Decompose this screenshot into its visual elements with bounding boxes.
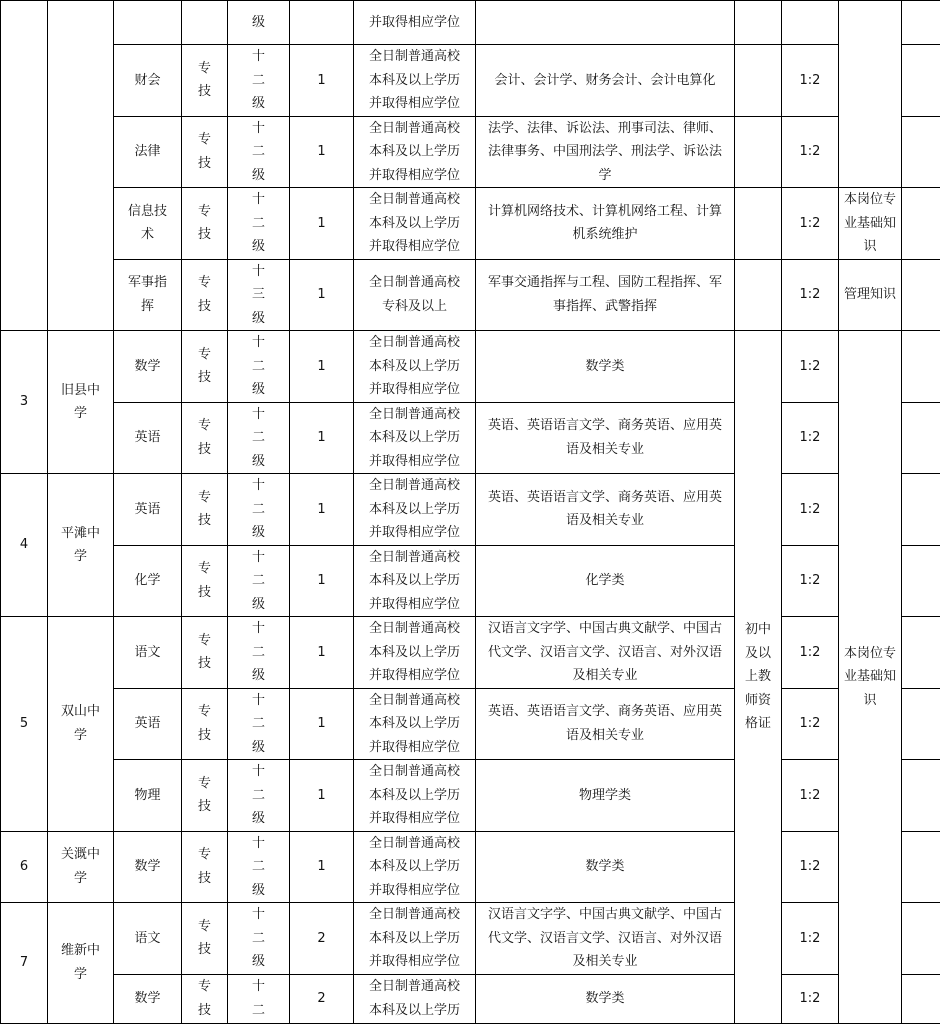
post-cell: 数学 [114,831,182,903]
post-cell: 数学 [114,331,182,403]
major-cell: 汉语言文字学、中国古典文献学、中国古代文学、汉语言文学、汉语言、对外汉语及相关专业 [476,903,735,975]
index-cell: 4 [1,474,48,617]
num-cell: 1 [290,831,354,903]
type-cell [182,1,228,45]
post-cell: 军事指 挥 [114,259,182,331]
req-cell: 全日制普通高校 本科及以上学历 并取得相应学位 [354,45,476,117]
req-cell: 全日制普通高校 本科及以上学历 并取得相应学位 [354,688,476,760]
ratio-cell: 1:2 [782,474,839,546]
ratio-cell: 1:2 [782,259,839,331]
remark-cell [902,259,940,331]
level-cell: 十 二 级 [228,903,290,975]
level-cell: 十 二 级 [228,474,290,546]
ratio-cell: 1:2 [782,45,839,117]
num-cell: 1 [290,45,354,117]
type-cell: 专 技 [182,688,228,760]
qual-cell [735,188,782,260]
ratio-cell: 1:2 [782,831,839,903]
req-cell: 全日制普通高校 本科及以上学历 [354,974,476,1023]
table-row [1,831,940,903]
major-cell: 军事交通指挥与工程、国防工程指挥、军事指挥、武警指挥 [476,259,735,331]
school-cell: 双山中 学 [48,617,114,832]
post-cell: 英语 [114,688,182,760]
remark-cell [902,760,940,832]
post-cell: 英语 [114,402,182,474]
ratio-cell [782,1,839,45]
level-cell: 十 二 级 [228,760,290,832]
ratio-cell: 1:2 [782,331,839,403]
qual-cell [735,1,782,45]
ratio-cell: 1:2 [782,188,839,260]
post-cell [114,1,182,45]
req-cell: 全日制普通高校 本科及以上学历 并取得相应学位 [354,116,476,188]
req-cell: 全日制普通高校 本科及以上学历 并取得相应学位 [354,474,476,546]
remark-cell [902,116,940,188]
num-cell: 1 [290,116,354,188]
ratio-cell: 1:2 [782,402,839,474]
school-cell: 关溉中 学 [48,831,114,903]
table-row [1,617,940,689]
table-row [1,188,940,260]
num-cell: 1 [290,402,354,474]
remark-cell [902,617,940,689]
table-row [1,545,940,617]
post-cell: 语文 [114,903,182,975]
ratio-cell: 1:2 [782,545,839,617]
major-cell: 化学类 [476,545,735,617]
type-cell: 专 技 [182,760,228,832]
qual-cell [735,116,782,188]
req-cell: 全日制普通高校 本科及以上学历 并取得相应学位 [354,760,476,832]
major-cell [476,1,735,45]
level-cell: 十 二 级 [228,831,290,903]
req-cell: 全日制普通高校 本科及以上学历 并取得相应学位 [354,188,476,260]
remark-cell [902,474,940,546]
exam-cell-a: 本岗位专 业基础知 识 [839,188,902,260]
type-cell: 专 技 [182,116,228,188]
num-cell: 1 [290,545,354,617]
num-cell: 1 [290,760,354,832]
major-cell: 英语、英语语言文学、商务英语、应用英语及相关专业 [476,688,735,760]
index-cell [1,1,48,331]
type-cell: 专 技 [182,402,228,474]
num-cell: 1 [290,617,354,689]
school-cell: 平滩中 学 [48,474,114,617]
remark-cell [902,331,940,403]
table-row [1,116,940,188]
exam-cell-c: 本岗位专 业基础知 识 [839,331,902,1024]
type-cell: 专 技 [182,474,228,546]
remark-cell [902,1,940,45]
ratio-cell: 1:2 [782,974,839,1023]
type-cell: 专 技 [182,259,228,331]
table-row [1,45,940,117]
qual-cell [735,45,782,117]
num-cell: 1 [290,259,354,331]
post-cell: 信息技 术 [114,188,182,260]
req-cell: 全日制普通高校 本科及以上学历 并取得相应学位 [354,617,476,689]
qual-cell [735,259,782,331]
index-cell: 6 [1,831,48,903]
school-cell [48,1,114,331]
level-cell: 十 二 级 [228,545,290,617]
req-cell: 全日制普通高校 本科及以上学历 并取得相应学位 [354,402,476,474]
type-cell: 专 技 [182,45,228,117]
major-cell: 汉语言文字学、中国古典文献学、中国古代文学、汉语言文学、汉语言、对外汉语及相关专业 [476,617,735,689]
req-cell: 并取得相应学位 [354,1,476,45]
level-cell: 十 三 级 [228,259,290,331]
major-cell: 数学类 [476,331,735,403]
major-cell: 会计、会计学、财务会计、会计电算化 [476,45,735,117]
level-cell: 级 [228,1,290,45]
qual-teacher-cell: 初中 及以 上教 师资 格证 [735,331,782,1024]
major-cell: 数学类 [476,831,735,903]
level-cell: 十 二 级 [228,116,290,188]
req-cell: 全日制普通高校 专科及以上 [354,259,476,331]
ratio-cell: 1:2 [782,617,839,689]
post-cell: 语文 [114,617,182,689]
table-row [1,331,940,403]
type-cell: 专 技 [182,331,228,403]
type-cell: 专 技 [182,903,228,975]
remark-cell [902,545,940,617]
table-row [1,688,940,760]
ratio-cell: 1:2 [782,760,839,832]
post-cell: 数学 [114,974,182,1023]
index-cell: 3 [1,331,48,474]
exam-cell-b: 管理知识 [839,259,902,331]
major-cell: 英语、英语语言文学、商务英语、应用英语及相关专业 [476,402,735,474]
school-cell: 旧县中 学 [48,331,114,474]
num-cell: 1 [290,331,354,403]
type-cell: 专 技 [182,974,228,1023]
post-cell: 化学 [114,545,182,617]
level-cell: 十 二 [228,974,290,1023]
level-cell: 十 二 级 [228,45,290,117]
table-row [1,259,940,331]
req-cell: 全日制普通高校 本科及以上学历 并取得相应学位 [354,545,476,617]
table-row [1,903,940,975]
remark-cell [902,831,940,903]
level-cell: 十 二 级 [228,402,290,474]
table-row [1,1,940,45]
table-row [1,760,940,832]
level-cell: 十 二 级 [228,331,290,403]
remark-cell [902,188,940,260]
remark-cell [902,903,940,975]
table-row [1,402,940,474]
num-cell: 1 [290,474,354,546]
post-cell: 英语 [114,474,182,546]
level-cell: 十 二 级 [228,688,290,760]
type-cell: 专 技 [182,188,228,260]
req-cell: 全日制普通高校 本科及以上学历 并取得相应学位 [354,903,476,975]
remark-cell [902,688,940,760]
type-cell: 专 技 [182,617,228,689]
type-cell: 专 技 [182,831,228,903]
level-cell: 十 二 级 [228,617,290,689]
major-cell: 法学、法律、诉讼法、刑事司法、律师、法律事务、中国刑法学、刑法学、诉讼法学 [476,116,735,188]
major-cell: 数学类 [476,974,735,1023]
index-cell: 7 [1,903,48,1024]
num-cell: 2 [290,974,354,1023]
ratio-cell: 1:2 [782,688,839,760]
exam-cell [839,1,902,188]
remark-cell [902,45,940,117]
ratio-cell: 1:2 [782,903,839,975]
ratio-cell: 1:2 [782,116,839,188]
num-cell: 1 [290,688,354,760]
num-cell [290,1,354,45]
major-cell: 计算机网络技术、计算机网络工程、计算机系统维护 [476,188,735,260]
req-cell: 全日制普通高校 本科及以上学历 并取得相应学位 [354,331,476,403]
index-cell: 5 [1,617,48,832]
post-cell: 物理 [114,760,182,832]
post-cell: 法律 [114,116,182,188]
req-cell: 全日制普通高校 本科及以上学历 并取得相应学位 [354,831,476,903]
type-cell: 专 技 [182,545,228,617]
school-cell: 维新中 学 [48,903,114,1024]
table-row [1,474,940,546]
num-cell: 2 [290,903,354,975]
num-cell: 1 [290,188,354,260]
major-cell: 英语、英语语言文学、商务英语、应用英语及相关专业 [476,474,735,546]
major-cell: 物理学类 [476,760,735,832]
remark-cell [902,402,940,474]
post-cell: 财会 [114,45,182,117]
level-cell: 十 二 级 [228,188,290,260]
